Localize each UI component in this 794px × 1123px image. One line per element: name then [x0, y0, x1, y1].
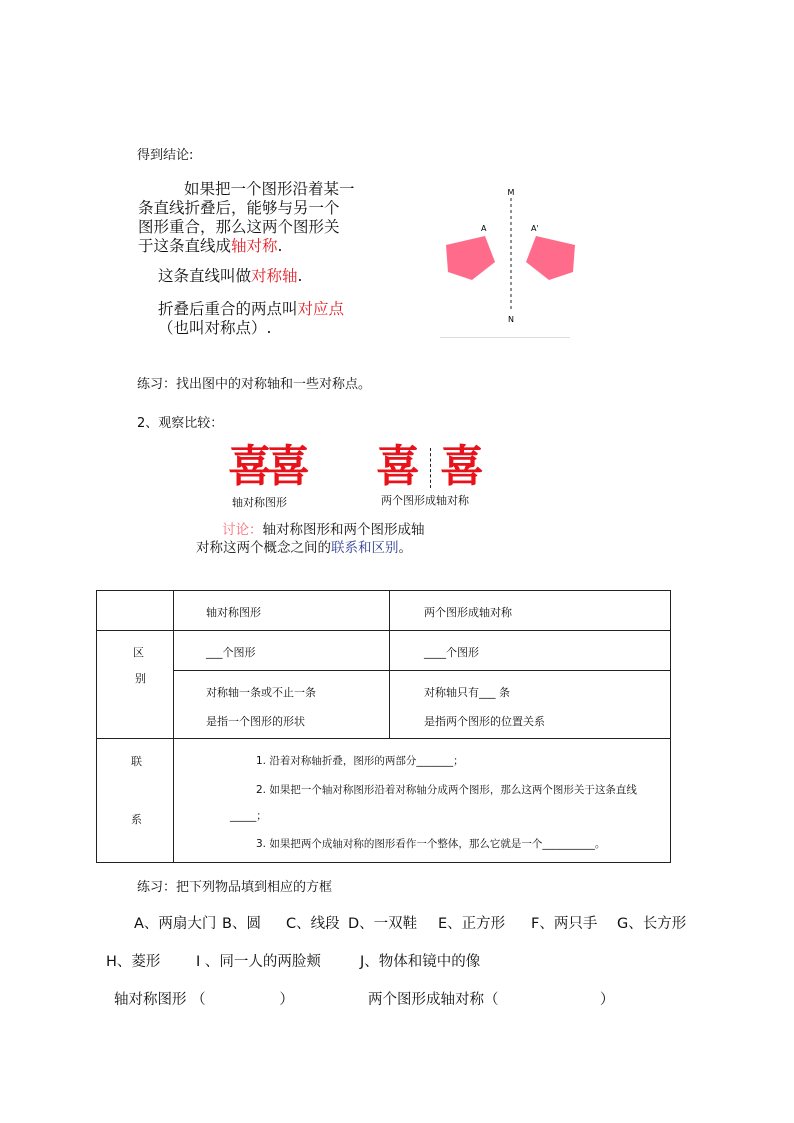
option-h: H、菱形: [106, 954, 161, 970]
two-happiness-chars-right: 喜: [440, 441, 484, 492]
conclusion-text: [138, 180, 438, 338]
table-corner-cell: [97, 591, 174, 631]
exercise-1-text: 练习：找出图中的对称轴和一些对称点。: [137, 377, 372, 392]
options-row-2: [0, 950, 794, 972]
fill-two-figures: 两个图形成轴对称（ ）: [368, 992, 615, 1008]
comparison-table: [96, 590, 671, 863]
link-item-1: 1. 沿着对称轴折叠，图形的两部分_______；: [256, 755, 464, 767]
link-label-1: 联: [131, 755, 142, 768]
label-a: A: [481, 224, 487, 233]
option-b: B、圆: [222, 916, 261, 932]
observe-heading: 2、观察比较：: [137, 416, 224, 431]
term-corresponding-point: 对应点: [297, 300, 345, 318]
link-item-2-line1: 2. 如果把一个轴对称图形沿着对称轴分成两个图形，那么这两个图形关于这条直线: [256, 784, 637, 796]
double-happiness-symbol: 喜喜: [228, 441, 304, 492]
term-symmetry-axis: 对称轴: [251, 267, 298, 285]
exercise-2-heading: 练习：把下列物品填到相应的方框: [137, 880, 333, 895]
option-d: D、一双鞋: [348, 916, 418, 932]
caption-axis-symmetric-figure: 轴对称图形: [232, 496, 287, 509]
conclusion-line2: 条直线折叠后，能够与另一个: [138, 199, 340, 217]
conclusion-point-line: 折叠后重合的两点叫对应点: [158, 300, 345, 318]
pentagon-right: [526, 236, 575, 280]
fill-axis-symmetric: 轴对称图形 （ ）: [114, 992, 294, 1008]
conclusion-point-line2: （也叫对称点）.: [158, 319, 272, 337]
discussion-block: 讨论：轴对称图形和两个图形成轴 对称这两个概念之间的联系和区别。: [196, 522, 425, 556]
link-item-2-line2: _____；: [230, 810, 267, 822]
diff-label-2: 别: [135, 672, 146, 685]
option-f: F、两只手: [531, 916, 598, 932]
row2-col2-line1: 对称轴只有___ 条: [424, 686, 510, 699]
option-i: I 、同一人的两脸颊: [196, 954, 321, 970]
conclusion-line3: 图形重合，那么这两个图形关: [138, 218, 340, 236]
table-col2-header: 两个图形成轴对称: [424, 606, 512, 619]
row1-col1: ___个图形: [206, 646, 256, 659]
caption-two-figures-symmetric: 两个图形成轴对称: [381, 494, 469, 507]
mirror-axis-line: [430, 448, 431, 488]
table-col1-header: 轴对称图形: [206, 606, 261, 619]
row2-col1-line1: 对称轴一条或不止一条: [206, 686, 316, 699]
diff-label-1: 区: [133, 646, 144, 659]
discussion-term: 联系和区别: [331, 540, 399, 556]
conclusion-line1: 如果把一个图形沿着某一: [184, 180, 355, 198]
underline-divider: [440, 337, 570, 338]
option-g: G、长方形: [617, 916, 687, 932]
label-n: N: [508, 315, 514, 324]
discussion-label: 讨论：: [222, 522, 263, 538]
row2-col1-line2: 是指一个图形的形状: [206, 715, 305, 728]
two-happiness-chars: 喜: [376, 441, 420, 492]
option-e: E、正方形: [438, 916, 506, 932]
option-a: A、两扇大门: [134, 916, 217, 932]
pentagon-left: [446, 236, 495, 280]
conclusion-line4: 于这条直线成轴对称.: [138, 237, 283, 255]
link-label-2: 系: [131, 813, 142, 826]
label-a-prime: A': [531, 224, 539, 233]
term-axis-symmetry: 轴对称: [231, 237, 278, 255]
option-j: J、物体和镜中的像: [360, 954, 481, 970]
pentagon-symmetry-figure: [438, 180, 588, 330]
option-c: C、线段: [286, 916, 340, 932]
link-item-3: 3. 如果把两个成轴对称的图形看作一个整体，那么它就是一个__________。: [256, 838, 606, 850]
row2-col2-line2: 是指两个图形的位置关系: [424, 715, 545, 728]
conclusion-heading: 得到结论:: [137, 148, 194, 163]
options-row-1: [0, 912, 794, 934]
conclusion-axis-line: 这条直线叫做对称轴.: [158, 267, 303, 285]
row1-col2: ____个图形: [424, 646, 479, 659]
label-m: M: [507, 188, 515, 197]
